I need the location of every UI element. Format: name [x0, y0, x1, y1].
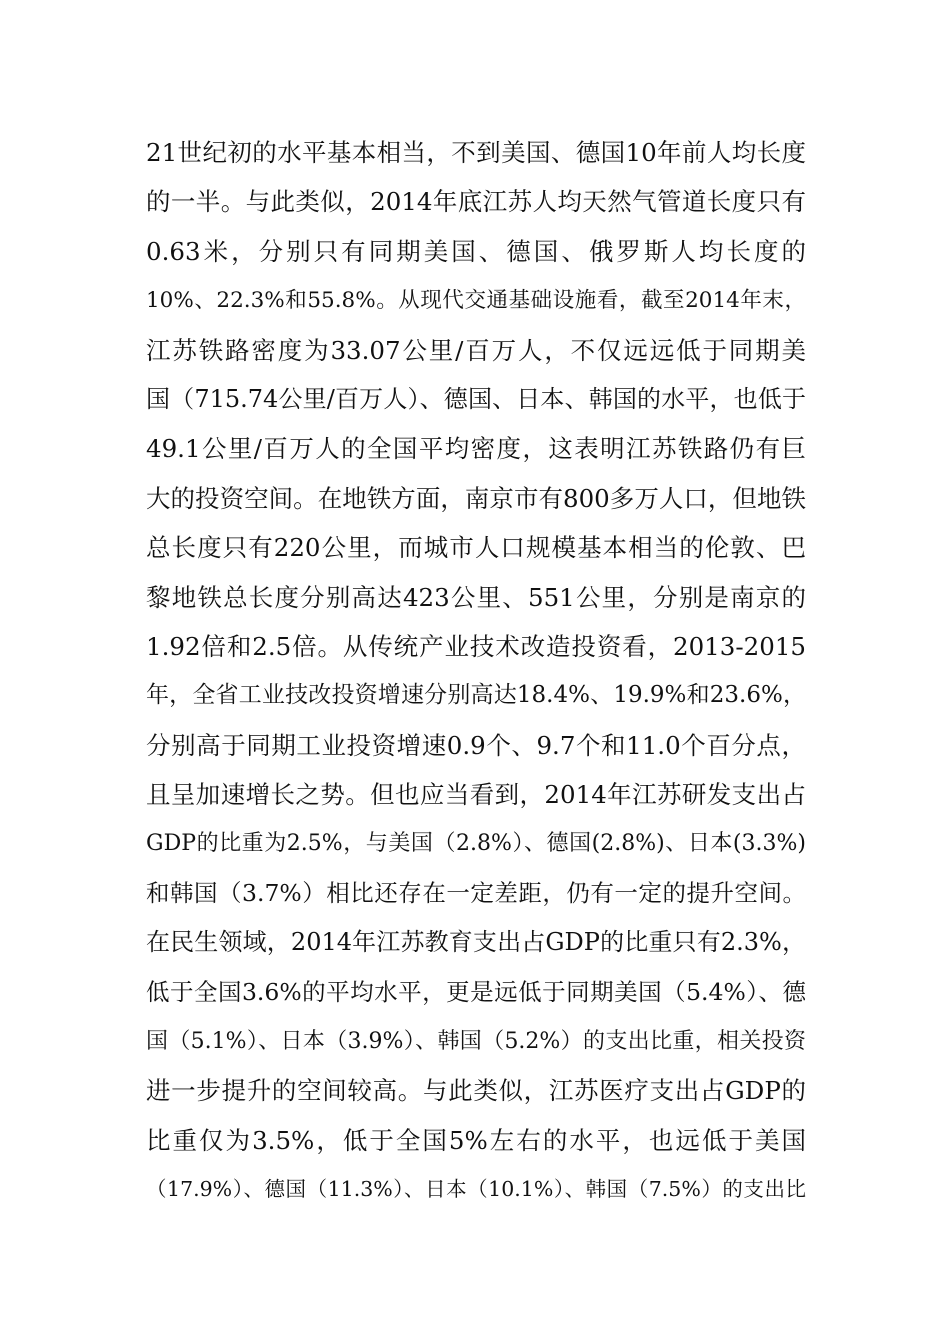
text-line-15: GDP的比重为2.5%，与美国（2.8%）、德国(2.8%)、日本(3.3%) [146, 831, 806, 857]
text-line-17: 在民生领域，2014年江苏教育支出占GDP的比重只有2.3%， [146, 928, 806, 957]
text-line-16: 和韩国（3.7%）相比还存在一定差距，仍有一定的提升空间。 [146, 878, 806, 907]
text-line-6: 国（715.74公里/百万人）、德国、日本、韩国的水平，也低于 [146, 384, 806, 413]
text-line-14: 且呈加速增长之势。但也应当看到，2014年江苏研发支出占 [146, 780, 806, 810]
text-line-4: 10%、22.3%和55.8%。从现代交通基础设施看，截至2014年末， [146, 288, 806, 314]
text-line-12: 年，全省工业技改投资增速分别高达18.4%、19.9%和23.6%， [146, 682, 806, 709]
text-line-19: 国（5.1%）、日本（3.9%）、韩国（5.2%）的支出比重，相关投资 [146, 1029, 806, 1055]
text-line-22: （17.9%）、德国（11.3%）、日本（10.1%）、韩国（7.5%）的支出比 [146, 1177, 806, 1202]
text-line-21: 比重仅为3.5%，低于全国5%左右的水平，也远低于美国 [146, 1125, 806, 1155]
text-line-7: 49.1公里/百万人的全国平均密度，这表明江苏铁路仍有巨 [146, 434, 806, 464]
text-line-13: 分别高于同期工业投资增速0.9个、9.7个和11.0个百分点， [146, 730, 806, 760]
body-text [146, 128, 806, 1215]
text-line-5: 江苏铁路密度为33.07公里/百万人，不仅远远低于同期美 [146, 335, 806, 365]
text-line-11: 1.92倍和2.5倍。从传统产业技术改造投资看，2013-2015 [146, 631, 806, 661]
text-line-1: 21世纪初的水平基本相当，不到美国、德国10年前人均长度 [146, 138, 806, 167]
text-line-8: 大的投资空间。在地铁方面，南京市有800多万人口，但地铁 [146, 483, 806, 513]
text-line-10: 黎地铁总长度分别高达423公里、551公里，分别是南京的 [146, 582, 806, 612]
text-line-20: 进一步提升的空间较高。与此类似，江苏医疗支出占GDP的 [146, 1076, 806, 1106]
text-line-3: 0.63米，分别只有同期美国、德国、俄罗斯人均长度的 [146, 236, 806, 266]
text-line-18: 低于全国3.6%的平均水平，更是远低于同期美国（5.4%）、德 [146, 977, 806, 1006]
text-line-2: 的一半。与此类似，2014年底江苏人均天然气管道长度只有 [146, 187, 806, 217]
text-line-9: 总长度只有220公里，而城市人口规模基本相当的伦敦、巴 [146, 533, 806, 563]
